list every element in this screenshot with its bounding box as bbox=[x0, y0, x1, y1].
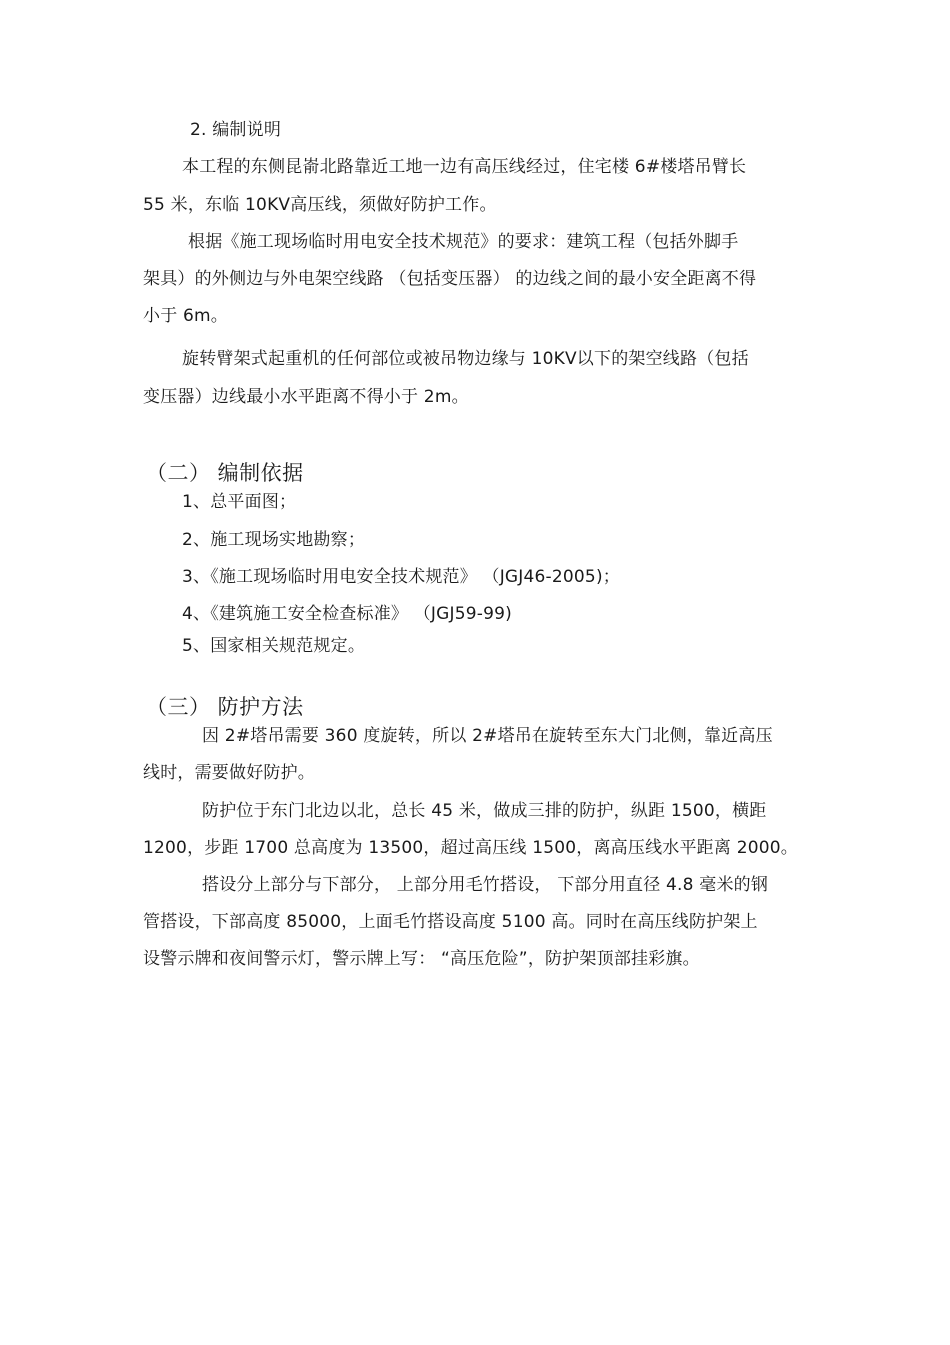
paragraph-line: 搭设分上部分与下部分， 上部分用毛竹搭设， 下部分用直径 4.8 毫米的钢 bbox=[202, 875, 769, 895]
paragraph-line: 设警示牌和夜间警示灯，警示牌上写： “高压危险”，防护架顶部挂彩旗。 bbox=[143, 949, 700, 969]
list-item: 3、《施工现场临时用电安全技术规范》 （JGJ46-2005)； bbox=[182, 567, 620, 587]
section-heading-method: （三） 防护方法 bbox=[146, 695, 304, 719]
paragraph-line: 防护位于东门北边以北，总长 45 米，做成三排的防护，纵距 1500，横距 bbox=[202, 801, 767, 821]
paragraph-line: 本工程的东侧昆嵛北路靠近工地一边有高压线经过，住宅楼 6#楼塔吊臂长 bbox=[182, 157, 747, 177]
paragraph-line: 小于 6m。 bbox=[143, 306, 228, 326]
list-item: 1、总平面图； bbox=[182, 492, 297, 512]
paragraph-line: 1200，步距 1700 总高度为 13500，超过高压线 1500，离高压线水平距离 2000。 bbox=[143, 838, 798, 858]
paragraph-line: 管搭设，下部高度 85000，上面毛竹搭设高度 5100 高。同时在高压线防护架上 bbox=[143, 912, 758, 932]
paragraph-line: 变压器）边线最小水平距离不得小于 2m。 bbox=[143, 387, 469, 407]
section-heading-basis: （二） 编制依据 bbox=[146, 461, 304, 485]
paragraph-line: 架具）的外侧边与外电架空线路 （包括变压器） 的边线之间的最小安全距离不得 bbox=[143, 269, 757, 289]
paragraph-line: 55 米，东临 10KV高压线，须做好防护工作。 bbox=[143, 195, 497, 215]
paragraph-line: 旋转臂架式起重机的任何部位或被吊物边缘与 10KV以下的架空线路（包括 bbox=[182, 349, 749, 369]
list-item: 4、《建筑施工安全检查标准》 （JGJ59-99) bbox=[182, 604, 512, 624]
section-title-compilation-notes: 2. 编制说明 bbox=[190, 120, 282, 140]
paragraph-line: 线时，需要做好防护。 bbox=[143, 763, 315, 783]
paragraph-line: 因 2#塔吊需要 360 度旋转，所以 2#塔吊在旋转至东大门北侧，靠近高压 bbox=[202, 726, 773, 746]
list-item: 2、施工现场实地勘察； bbox=[182, 530, 366, 550]
paragraph-line: 根据《施工现场临时用电安全技术规范》的要求：建筑工程（包括外脚手 bbox=[188, 232, 739, 252]
list-item: 5、国家相关规范规定。 bbox=[182, 636, 366, 656]
